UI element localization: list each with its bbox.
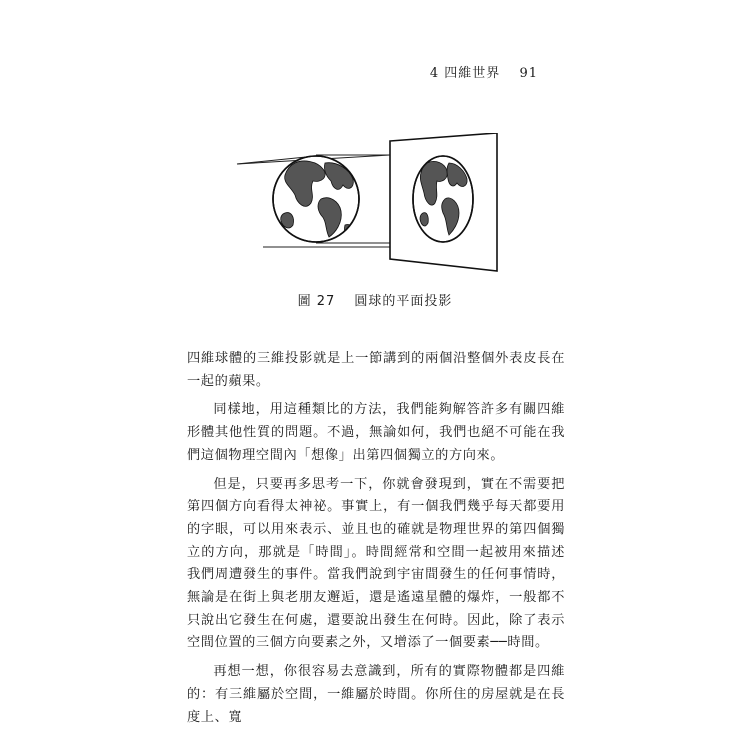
running-header — [430, 62, 538, 81]
figure-caption — [0, 290, 750, 309]
paragraph: 但是，只要再多思考一下，你就會發現到，實在不需要把第四個方向看得太神祕。事實上，有一個我們幾乎每天都要用的字眼，可以用來表示、並且也的確就是物理世界的第四個獨立的方向，那就是「時間」。時間經常和空間一起被用來描述我們周遭發生的事件。當我們說到宇宙間發生的任何事情時，無論是在街上與老朋友邂逅，還是遙遠星體的爆炸，一般都不只說出它發生在何處，還要說出發生在何時。因此，除了表示空間位置的三個方向要素之外，又增添了一個要素──時間。 — [187, 476, 565, 651]
paragraph: 再想一想，你很容易去意識到，所有的實際物體都是四維的：有三維屬於空間，一維屬於時間。你所住的房屋就是在長度上、寬 — [187, 664, 565, 725]
figure-globe-projection — [225, 133, 515, 283]
figure-label: 圖 27 — [297, 294, 336, 309]
body-text — [187, 348, 565, 735]
page-number: 91 — [519, 66, 538, 81]
figure-caption-text: 圓球的平面投影 — [354, 294, 453, 309]
chapter-title: 4 四維世界 — [429, 66, 501, 81]
sphere-globe — [273, 156, 359, 242]
projected-globe — [413, 156, 473, 242]
paragraph: 同樣地，用這種類比的方法，我們能夠解答許多有關四維形體其他性質的問題。不過，無論如何，我們也絕不可能在我們這個物理空間內「想像」出第四個獨立的方向來。 — [187, 402, 565, 463]
paragraph: 四維球體的三維投影就是上一節講到的兩個沿整個外表皮長在一起的蘋果。 — [187, 351, 565, 389]
